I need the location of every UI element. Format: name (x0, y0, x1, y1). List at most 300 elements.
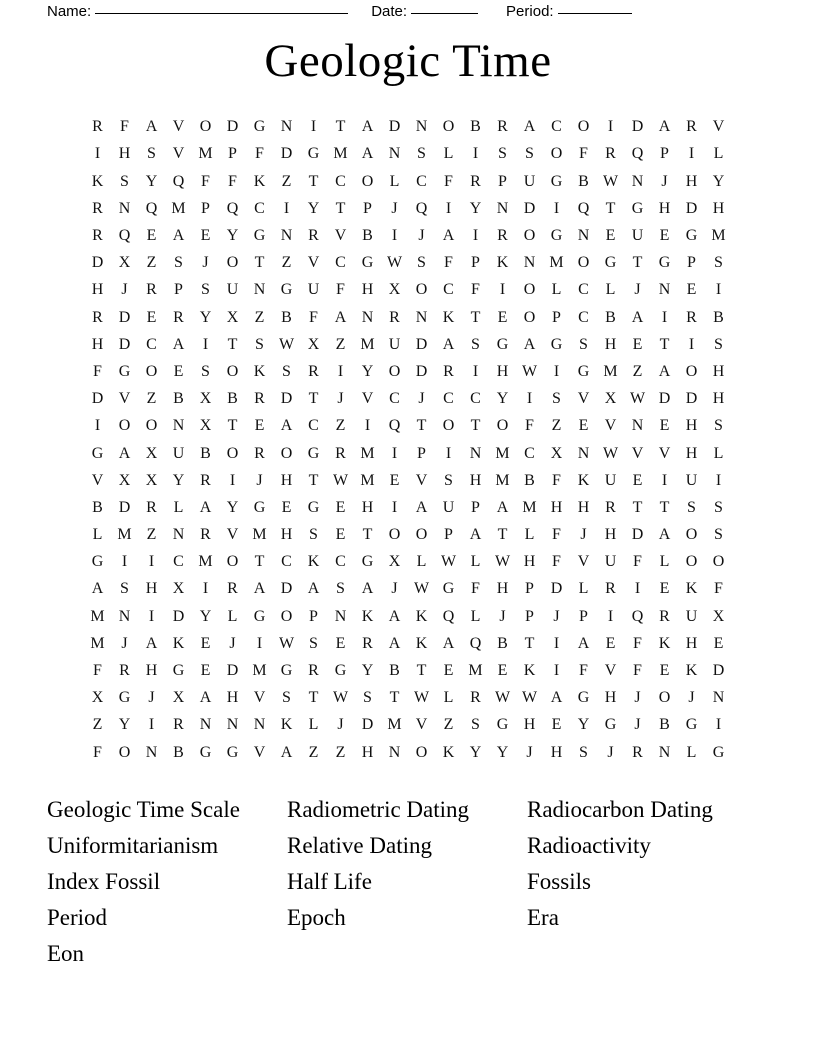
grid-letter[interactable]: O (415, 281, 428, 299)
grid-letter[interactable]: J (580, 526, 587, 544)
grid-letter[interactable]: P (498, 172, 507, 190)
grid-letter[interactable]: Z (632, 362, 643, 380)
grid-letter[interactable]: F (525, 417, 534, 435)
grid-letter[interactable]: J (337, 716, 344, 734)
grid-letter[interactable]: A (550, 689, 563, 707)
grid-letter[interactable]: A (280, 743, 293, 761)
grid-letter[interactable]: Z (335, 743, 346, 761)
grid-letter[interactable]: L (605, 281, 616, 299)
grid-letter[interactable]: F (633, 634, 642, 652)
grid-letter[interactable]: N (469, 444, 482, 462)
grid-letter[interactable]: I (148, 716, 155, 734)
grid-letter[interactable]: O (577, 254, 590, 272)
grid-letter[interactable]: L (659, 553, 670, 571)
grid-letter[interactable]: I (715, 716, 722, 734)
grid-letter[interactable]: H (604, 689, 617, 707)
grid-letter[interactable]: X (199, 390, 212, 408)
grid-letter[interactable]: H (280, 526, 293, 544)
grid-letter[interactable]: D (280, 580, 293, 598)
grid-letter[interactable]: S (444, 471, 453, 489)
grid-letter[interactable]: D (118, 335, 131, 353)
grid-letter[interactable]: D (550, 580, 563, 598)
grid-letter[interactable]: S (714, 254, 723, 272)
grid-letter[interactable]: V (334, 227, 347, 245)
grid-letter[interactable]: S (579, 335, 588, 353)
grid-letter[interactable]: J (634, 281, 641, 299)
grid-letter[interactable]: M (90, 607, 105, 625)
grid-letter[interactable]: P (525, 607, 534, 625)
grid-letter[interactable]: G (577, 362, 590, 380)
grid-letter[interactable]: K (577, 471, 590, 489)
grid-letter[interactable]: H (712, 199, 725, 217)
grid-letter[interactable]: A (442, 227, 455, 245)
grid-letter[interactable]: N (577, 227, 590, 245)
grid-letter[interactable]: E (335, 498, 346, 516)
grid-letter[interactable]: A (415, 498, 428, 516)
grid-letter[interactable]: T (335, 199, 346, 217)
grid-letter[interactable]: G (307, 145, 320, 163)
grid-letter[interactable]: S (525, 145, 534, 163)
grid-letter[interactable]: J (688, 689, 695, 707)
grid-letter[interactable]: E (659, 662, 670, 680)
grid-letter[interactable]: E (173, 362, 184, 380)
grid-letter[interactable]: P (579, 607, 588, 625)
grid-letter[interactable]: G (550, 172, 563, 190)
grid-letter[interactable]: U (523, 172, 536, 190)
grid-letter[interactable]: U (631, 227, 644, 245)
grid-letter[interactable]: N (253, 281, 266, 299)
grid-letter[interactable]: G (658, 254, 671, 272)
grid-letter[interactable]: E (146, 308, 157, 326)
grid-letter[interactable]: Z (92, 716, 103, 734)
grid-letter[interactable]: M (522, 498, 537, 516)
grid-letter[interactable]: N (577, 444, 590, 462)
grid-letter[interactable]: I (661, 308, 668, 326)
grid-letter[interactable]: U (685, 607, 698, 625)
grid-letter[interactable]: I (607, 607, 614, 625)
grid-letter[interactable]: R (632, 743, 643, 761)
grid-letter[interactable]: L (713, 444, 724, 462)
grid-letter[interactable]: J (391, 199, 398, 217)
grid-letter[interactable]: M (252, 526, 267, 544)
grid-letter[interactable]: Y (199, 308, 212, 326)
grid-letter[interactable]: K (442, 743, 455, 761)
grid-letter[interactable]: S (201, 281, 210, 299)
grid-letter[interactable]: N (631, 417, 644, 435)
grid-letter[interactable]: Y (496, 743, 509, 761)
grid-letter[interactable]: E (632, 335, 643, 353)
grid-letter[interactable]: R (92, 308, 103, 326)
grid-letter[interactable]: F (714, 580, 723, 598)
grid-letter[interactable]: W (521, 362, 538, 380)
grid-letter[interactable]: M (387, 716, 402, 734)
grid-letter[interactable]: T (389, 689, 400, 707)
grid-letter[interactable]: K (685, 580, 698, 598)
grid-letter[interactable]: A (361, 145, 374, 163)
grid-letter[interactable]: Y (226, 227, 239, 245)
grid-letter[interactable]: G (685, 716, 698, 734)
grid-letter[interactable]: V (361, 390, 374, 408)
grid-letter[interactable]: I (445, 444, 452, 462)
grid-letter[interactable]: I (472, 362, 479, 380)
grid-letter[interactable]: I (634, 580, 641, 598)
grid-letter[interactable]: H (550, 498, 563, 516)
grid-letter[interactable]: L (524, 526, 535, 544)
grid-letter[interactable]: J (202, 254, 209, 272)
grid-letter[interactable]: K (253, 362, 266, 380)
grid-letter[interactable]: C (335, 553, 346, 571)
grid-letter[interactable]: Y (361, 662, 374, 680)
grid-letter[interactable]: Y (577, 716, 590, 734)
grid-letter[interactable]: M (603, 362, 618, 380)
grid-letter[interactable]: M (360, 471, 375, 489)
grid-letter[interactable]: T (632, 498, 643, 516)
grid-letter[interactable]: O (226, 362, 239, 380)
grid-letter[interactable]: B (524, 471, 535, 489)
grid-letter[interactable]: S (147, 145, 156, 163)
grid-letter[interactable]: C (173, 553, 184, 571)
grid-letter[interactable]: L (578, 580, 589, 598)
grid-letter[interactable]: T (605, 199, 616, 217)
grid-letter[interactable]: R (605, 498, 616, 516)
grid-letter[interactable]: G (550, 335, 563, 353)
grid-letter[interactable]: W (278, 335, 295, 353)
grid-letter[interactable]: Z (146, 254, 157, 272)
grid-letter[interactable]: H (361, 743, 374, 761)
grid-letter[interactable]: F (552, 526, 561, 544)
grid-letter[interactable]: V (253, 743, 266, 761)
grid-letter[interactable]: R (308, 227, 319, 245)
grid-letter[interactable]: N (172, 417, 185, 435)
grid-letter[interactable]: D (685, 390, 698, 408)
grid-letter[interactable]: I (310, 118, 317, 136)
word-list-item[interactable]: Radiometric Dating (287, 797, 470, 823)
grid-letter[interactable]: N (199, 716, 212, 734)
grid-letter[interactable]: Y (172, 471, 185, 489)
grid-letter[interactable]: E (632, 471, 643, 489)
grid-letter[interactable]: Z (281, 172, 292, 190)
grid-letter[interactable]: O (199, 118, 212, 136)
grid-letter[interactable]: P (174, 281, 183, 299)
grid-letter[interactable]: T (659, 498, 670, 516)
grid-letter[interactable]: M (495, 444, 510, 462)
grid-letter[interactable]: R (173, 308, 184, 326)
grid-letter[interactable]: R (146, 281, 157, 299)
grid-letter[interactable]: O (415, 526, 428, 544)
grid-letter[interactable]: G (631, 199, 644, 217)
grid-letter[interactable]: F (309, 308, 318, 326)
grid-letter[interactable]: R (227, 580, 238, 598)
grid-letter[interactable]: G (496, 335, 509, 353)
grid-letter[interactable]: G (361, 254, 374, 272)
grid-letter[interactable]: R (659, 607, 670, 625)
grid-letter[interactable]: V (604, 662, 617, 680)
grid-letter[interactable]: A (334, 308, 347, 326)
grid-letter[interactable]: T (659, 335, 670, 353)
grid-letter[interactable]: H (469, 471, 482, 489)
grid-letter[interactable]: R (497, 118, 508, 136)
grid-letter[interactable]: U (226, 281, 239, 299)
grid-letter[interactable]: B (227, 390, 238, 408)
grid-letter[interactable]: G (604, 716, 617, 734)
grid-letter[interactable]: O (685, 526, 698, 544)
grid-letter[interactable]: X (145, 471, 158, 489)
grid-letter[interactable]: N (172, 526, 185, 544)
grid-letter[interactable]: G (253, 227, 266, 245)
grid-letter[interactable]: G (253, 498, 266, 516)
grid-letter[interactable]: C (335, 254, 346, 272)
grid-letter[interactable]: O (226, 553, 239, 571)
grid-letter[interactable]: J (121, 634, 128, 652)
grid-letter[interactable]: A (172, 227, 185, 245)
grid-letter[interactable]: A (199, 498, 212, 516)
grid-letter[interactable]: U (604, 471, 617, 489)
grid-letter[interactable]: X (118, 471, 131, 489)
grid-letter[interactable]: H (577, 498, 590, 516)
grid-letter[interactable]: D (172, 607, 185, 625)
grid-letter[interactable]: C (146, 335, 157, 353)
grid-letter[interactable]: W (629, 390, 646, 408)
grid-letter[interactable]: V (577, 390, 590, 408)
grid-letter[interactable]: O (577, 118, 590, 136)
grid-letter[interactable]: A (523, 335, 536, 353)
grid-letter[interactable]: F (444, 172, 453, 190)
grid-letter[interactable]: N (145, 743, 158, 761)
grid-letter[interactable]: I (553, 662, 560, 680)
grid-letter[interactable]: T (362, 526, 373, 544)
grid-letter[interactable]: V (415, 716, 428, 734)
grid-letter[interactable]: Z (254, 308, 265, 326)
grid-letter[interactable]: N (631, 172, 644, 190)
grid-letter[interactable]: C (281, 553, 292, 571)
grid-letter[interactable]: A (172, 335, 185, 353)
grid-letter[interactable]: O (685, 362, 698, 380)
grid-letter[interactable]: R (308, 662, 319, 680)
grid-letter[interactable]: H (712, 362, 725, 380)
grid-letter[interactable]: E (551, 716, 562, 734)
grid-letter[interactable]: N (712, 689, 725, 707)
grid-letter[interactable]: E (335, 634, 346, 652)
grid-letter[interactable]: S (498, 145, 507, 163)
grid-letter[interactable]: O (388, 526, 401, 544)
grid-letter[interactable]: S (174, 254, 183, 272)
grid-letter[interactable]: C (578, 281, 589, 299)
grid-letter[interactable]: T (227, 417, 238, 435)
grid-letter[interactable]: V (118, 390, 131, 408)
grid-letter[interactable]: I (148, 607, 155, 625)
grid-letter[interactable]: D (415, 335, 428, 353)
grid-letter[interactable]: K (523, 662, 536, 680)
grid-letter[interactable]: R (92, 118, 103, 136)
grid-letter[interactable]: P (309, 607, 318, 625)
grid-letter[interactable]: F (93, 662, 102, 680)
grid-letter[interactable]: V (226, 526, 239, 544)
grid-letter[interactable]: Y (226, 498, 239, 516)
grid-letter[interactable]: I (391, 498, 398, 516)
grid-letter[interactable]: H (604, 526, 617, 544)
grid-letter[interactable]: M (171, 199, 186, 217)
grid-letter[interactable]: V (658, 444, 671, 462)
grid-letter[interactable]: P (228, 145, 237, 163)
grid-letter[interactable]: Z (443, 716, 454, 734)
grid-letter[interactable]: K (280, 716, 293, 734)
grid-letter[interactable]: R (200, 526, 211, 544)
grid-letter[interactable]: A (496, 498, 509, 516)
grid-letter[interactable]: I (715, 471, 722, 489)
grid-letter[interactable]: O (496, 417, 509, 435)
grid-letter[interactable]: T (632, 254, 643, 272)
grid-letter[interactable]: I (229, 471, 236, 489)
grid-letter[interactable]: K (658, 634, 671, 652)
grid-letter[interactable]: Y (496, 390, 509, 408)
grid-letter[interactable]: P (444, 526, 453, 544)
grid-letter[interactable]: L (92, 526, 103, 544)
grid-letter[interactable]: T (308, 689, 319, 707)
grid-letter[interactable]: W (440, 553, 457, 571)
grid-letter[interactable]: V (172, 145, 185, 163)
grid-letter[interactable]: B (659, 716, 670, 734)
grid-letter[interactable]: A (280, 417, 293, 435)
grid-letter[interactable]: Q (469, 634, 482, 652)
grid-letter[interactable]: X (199, 417, 212, 435)
grid-letter[interactable]: K (307, 553, 320, 571)
grid-letter[interactable]: F (579, 145, 588, 163)
grid-letter[interactable]: B (200, 444, 211, 462)
grid-letter[interactable]: Q (631, 607, 644, 625)
grid-letter[interactable]: F (93, 362, 102, 380)
grid-letter[interactable]: S (471, 335, 480, 353)
grid-letter[interactable]: F (228, 172, 237, 190)
grid-letter[interactable]: O (415, 743, 428, 761)
grid-letter[interactable]: G (280, 281, 293, 299)
grid-letter[interactable]: I (94, 417, 101, 435)
grid-letter[interactable]: D (415, 362, 428, 380)
grid-letter[interactable]: E (146, 227, 157, 245)
grid-letter[interactable]: T (308, 390, 319, 408)
word-list-item[interactable]: Half Life (287, 869, 372, 895)
word-list-item[interactable]: Index Fossil (47, 869, 161, 895)
grid-letter[interactable]: R (335, 444, 346, 462)
grid-letter[interactable]: X (172, 580, 185, 598)
grid-letter[interactable]: E (497, 308, 508, 326)
grid-letter[interactable]: M (549, 254, 564, 272)
grid-letter[interactable]: Q (631, 145, 644, 163)
grid-letter[interactable]: V (307, 254, 320, 272)
grid-letter[interactable]: H (226, 689, 239, 707)
grid-letter[interactable]: X (91, 689, 104, 707)
word-list-item[interactable]: Radioactivity (527, 833, 651, 859)
grid-letter[interactable]: F (633, 662, 642, 680)
grid-letter[interactable]: N (415, 118, 428, 136)
grid-letter[interactable]: H (496, 580, 509, 598)
grid-letter[interactable]: S (255, 335, 264, 353)
grid-letter[interactable]: A (523, 118, 536, 136)
grid-letter[interactable]: R (200, 471, 211, 489)
grid-letter[interactable]: K (91, 172, 104, 190)
grid-letter[interactable]: C (443, 281, 454, 299)
grid-letter[interactable]: P (552, 308, 561, 326)
grid-letter[interactable]: N (361, 308, 374, 326)
grid-letter[interactable]: E (686, 281, 697, 299)
grid-letter[interactable]: V (604, 417, 617, 435)
grid-letter[interactable]: V (415, 471, 428, 489)
grid-letter[interactable]: E (497, 662, 508, 680)
grid-letter[interactable]: Q (442, 607, 455, 625)
word-list-item[interactable]: Eon (47, 941, 85, 967)
grid-letter[interactable]: Q (172, 172, 185, 190)
word-list-item[interactable]: Relative Dating (287, 833, 432, 859)
grid-letter[interactable]: B (497, 634, 508, 652)
grid-letter[interactable]: J (553, 607, 560, 625)
grid-letter[interactable]: R (686, 118, 697, 136)
word-search-grid[interactable] (84, 114, 732, 767)
grid-letter[interactable]: B (605, 308, 616, 326)
grid-letter[interactable]: O (523, 227, 536, 245)
grid-letter[interactable]: V (253, 689, 266, 707)
grid-letter[interactable]: D (388, 118, 401, 136)
grid-letter[interactable]: L (389, 172, 400, 190)
grid-letter[interactable]: S (714, 498, 723, 516)
grid-letter[interactable]: P (687, 254, 696, 272)
grid-letter[interactable]: T (416, 417, 427, 435)
grid-letter[interactable]: S (552, 390, 561, 408)
grid-letter[interactable]: J (607, 743, 614, 761)
grid-letter[interactable]: S (363, 689, 372, 707)
grid-letter[interactable]: N (388, 145, 401, 163)
grid-letter[interactable]: R (470, 172, 481, 190)
grid-letter[interactable]: K (415, 607, 428, 625)
grid-letter[interactable]: E (605, 227, 616, 245)
grid-letter[interactable]: I (553, 199, 560, 217)
grid-letter[interactable]: X (172, 689, 185, 707)
grid-letter[interactable]: F (552, 553, 561, 571)
grid-letter[interactable]: E (200, 662, 211, 680)
grid-letter[interactable]: S (336, 580, 345, 598)
word-list-item[interactable]: Uniformitarianism (47, 833, 219, 859)
grid-letter[interactable]: E (254, 417, 265, 435)
grid-letter[interactable]: H (496, 362, 509, 380)
grid-letter[interactable]: C (308, 417, 319, 435)
grid-letter[interactable]: C (578, 308, 589, 326)
grid-letter[interactable]: O (118, 417, 131, 435)
grid-letter[interactable]: I (499, 281, 506, 299)
grid-letter[interactable]: K (253, 172, 266, 190)
grid-letter[interactable]: G (91, 553, 104, 571)
grid-letter[interactable]: T (524, 634, 535, 652)
grid-letter[interactable]: H (118, 145, 131, 163)
grid-letter[interactable]: C (389, 390, 400, 408)
grid-letter[interactable]: W (413, 689, 430, 707)
grid-letter[interactable]: J (229, 634, 236, 652)
grid-letter[interactable]: O (226, 254, 239, 272)
grid-letter[interactable]: L (227, 607, 238, 625)
grid-letter[interactable]: I (256, 634, 263, 652)
grid-letter[interactable]: Z (281, 254, 292, 272)
grid-letter[interactable]: J (634, 716, 641, 734)
grid-letter[interactable]: H (685, 444, 698, 462)
grid-letter[interactable]: S (687, 498, 696, 516)
grid-letter[interactable]: G (253, 118, 266, 136)
grid-letter[interactable]: I (445, 199, 452, 217)
grid-letter[interactable]: S (282, 689, 291, 707)
grid-letter[interactable]: I (364, 417, 371, 435)
grid-letter[interactable]: W (602, 172, 619, 190)
grid-letter[interactable]: I (472, 145, 479, 163)
grid-letter[interactable]: I (688, 335, 695, 353)
grid-letter[interactable]: Q (577, 199, 590, 217)
grid-letter[interactable]: G (496, 716, 509, 734)
grid-letter[interactable]: N (658, 281, 671, 299)
